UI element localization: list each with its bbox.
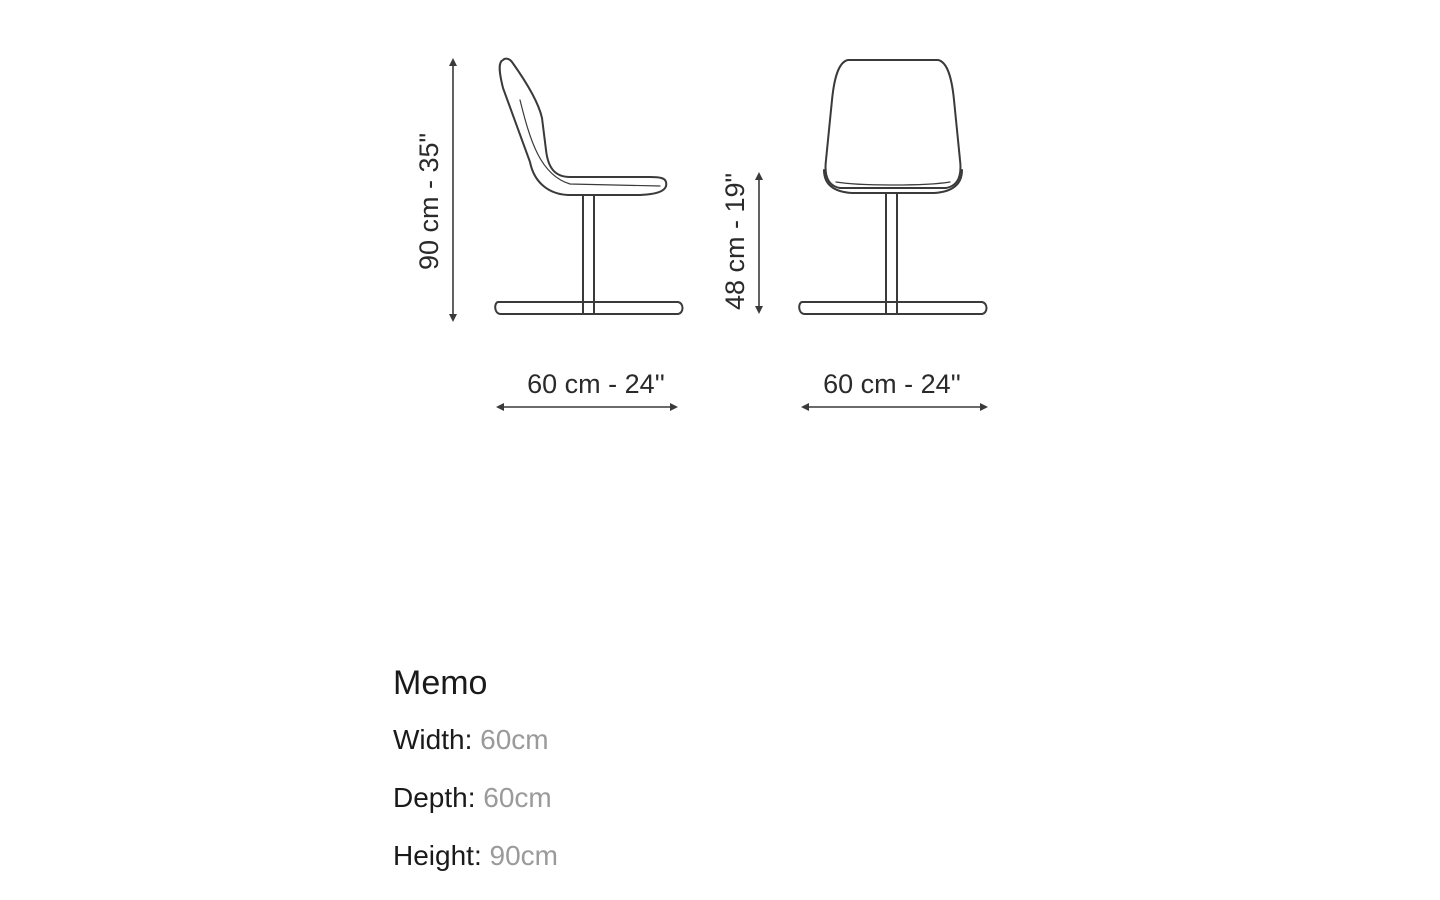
- chair-side-view: [495, 59, 682, 314]
- spec-label: Depth:: [393, 782, 476, 813]
- spec-value: 60cm: [483, 782, 552, 813]
- spec-label: Width:: [393, 724, 473, 755]
- front-width-dimension-line: [801, 403, 988, 411]
- height-dimension-line: [449, 58, 457, 322]
- spec-value: 90cm: [489, 840, 558, 871]
- spec-row-height: [393, 840, 993, 872]
- side-width-dimension-line: [496, 403, 678, 411]
- seat-height-dimension-line: [755, 172, 763, 314]
- product-name: Memo: [393, 664, 488, 702]
- product-spec-panel: [393, 660, 993, 898]
- seat-height-dimension-label: 48 cm - 19": [720, 172, 750, 310]
- height-dimension-label: 90 cm - 35": [414, 132, 444, 270]
- spec-label: Height:: [393, 840, 482, 871]
- spec-row-width: [393, 724, 993, 756]
- spec-row-depth: [393, 782, 993, 814]
- front-width-dimension-label: 60 cm - 24'': [823, 369, 961, 399]
- side-width-dimension-label: 60 cm - 24'': [527, 369, 665, 399]
- chair-front-view: [799, 60, 986, 314]
- spec-value: 60cm: [480, 724, 549, 755]
